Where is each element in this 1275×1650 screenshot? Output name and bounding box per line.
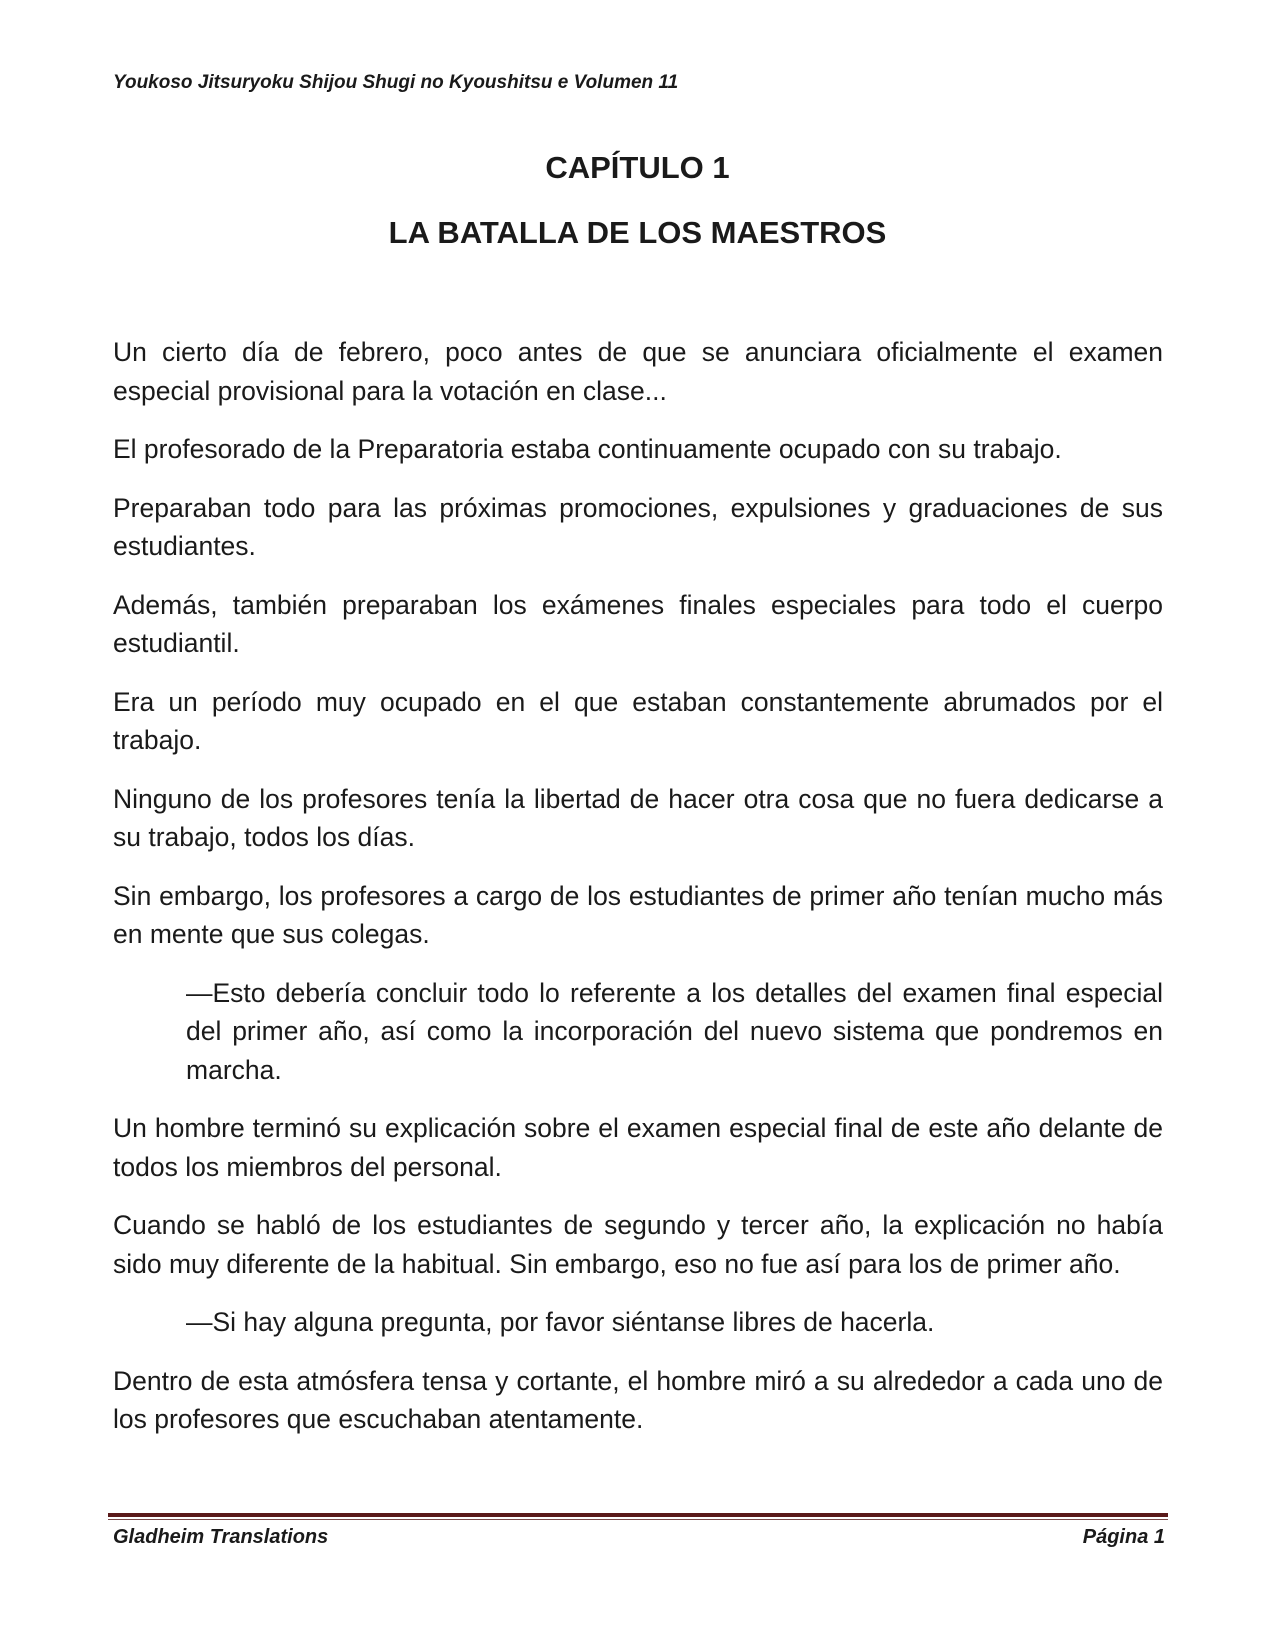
footer-divider — [108, 1513, 1168, 1519]
chapter-number: CAPÍTULO 1 — [545, 150, 730, 185]
page-number: Página 1 — [1082, 1526, 1165, 1548]
paragraph: Además, también preparaban los exámenes finales especiales para todo el cuerpo estudiantil. — [113, 589, 1163, 658]
paragraph: Un cierto día de febrero, poco antes de que se anunciara oficialmente el examen especial provisional para la votación en clase... — [113, 337, 1163, 406]
paragraph: Un hombre terminó su explicación sobre el examen especial final de este año delante de todos los miembros del personal. — [113, 1113, 1163, 1182]
footer-credit: Gladheim Translations — [113, 1526, 329, 1548]
body-text — [113, 333, 1163, 1459]
chapter-title: LA BATALLA DE LOS MAESTROS — [388, 215, 887, 250]
paragraph: Era un período muy ocupado en el que estaban constantemente abrumados por el trabajo. — [113, 686, 1163, 755]
paragraph: Dentro de esta atmósfera tensa y cortante, el hombre miró a su alrededor a cada uno de los profesores que escuchaban atentamente. — [113, 1365, 1163, 1434]
paragraph: Preparaban todo para las próximas promociones, expulsiones y graduaciones de sus estudiantes. — [113, 492, 1163, 561]
dialogue-paragraph: —Esto debería concluir todo lo referente a los detalles del examen final especial del primer año, así como la incorporación del nuevo sistema que pondremos en marcha. — [186, 977, 1163, 1085]
dialogue-paragraph: —Si hay alguna pregunta, por favor siéntanse libres de hacerla. — [186, 1307, 935, 1337]
paragraph: Ninguno de los profesores tenía la libertad de hacer otra cosa que no fuera dedicarse a su trabajo, todos los días. — [113, 783, 1163, 852]
paragraph: El profesorado de la Preparatoria estaba continuamente ocupado con su trabajo. — [113, 434, 1062, 464]
running-header: Youkoso Jitsuryoku Shijou Shugi no Kyoushitsu e Volumen 11 — [113, 72, 679, 93]
paragraph: Sin embargo, los profesores a cargo de los estudiantes de primer año tenían mucho más en mente que sus colegas. — [113, 880, 1163, 949]
paragraph: Cuando se habló de los estudiantes de segundo y tercer año, la explicación no había sido muy diferente de la habitual. Sin embargo, eso no fue así para los de primer año. — [113, 1210, 1163, 1279]
